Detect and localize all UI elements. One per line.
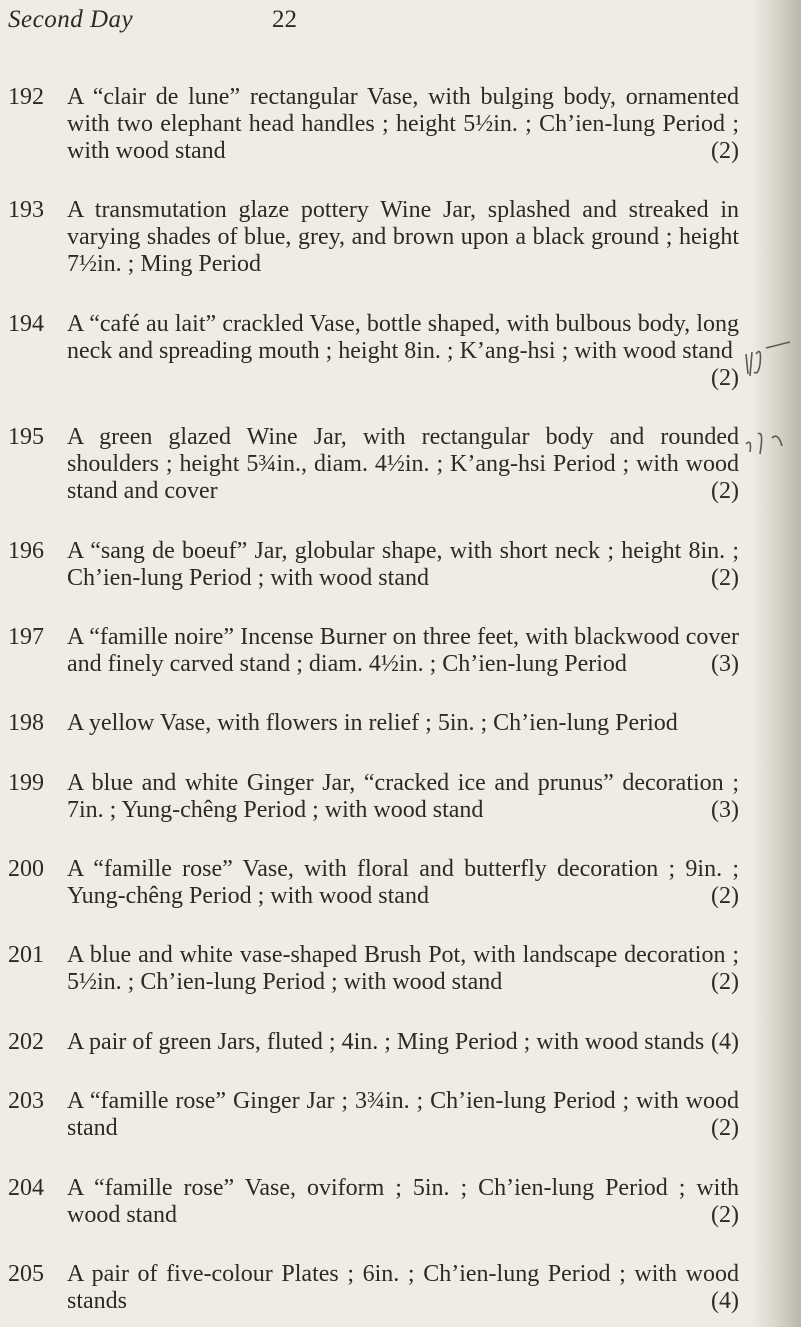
lot-quantity: (2) xyxy=(711,138,739,164)
lot-text: A transmutation glaze pottery Wine Jar, splashed and streaked in varying shades of blue, grey, and brown upon a black ground ; height 7½in. ; Ming Period xyxy=(67,197,739,277)
lot-description xyxy=(67,1088,739,1142)
page-edge-shadow xyxy=(751,0,801,1327)
lot-quantity: (2) xyxy=(711,478,739,504)
page-title: Second Day xyxy=(8,6,134,33)
lot-number: 197 xyxy=(8,624,44,650)
lot-description xyxy=(67,710,739,737)
lot-description xyxy=(67,1029,739,1056)
lot-number: 195 xyxy=(8,424,44,450)
lot-text: A “famille noire” Incense Burner on three feet, with blackwood cover and finely carved stand ; diam. 4½in. ; Ch’ien-lung Period xyxy=(67,624,739,677)
lot-description xyxy=(67,856,739,910)
lot-description xyxy=(67,84,739,165)
lot-text: A pair of five-colour Plates ; 6in. ; Ch’ien-lung Period ; with wood stands xyxy=(67,1261,739,1314)
handwritten-annotation-mark xyxy=(738,334,793,464)
lot-text: A “sang de boeuf” Jar, globular shape, with short neck ; height 8in. ; Ch’ien-lung Period ; with wood stand xyxy=(67,538,739,591)
lot-number: 200 xyxy=(8,856,44,882)
lot-text: A pair of green Jars, fluted ; 4in. ; Ming Period ; with wood stands xyxy=(67,1029,705,1055)
page-number: 22 xyxy=(272,6,297,33)
lot-number: 202 xyxy=(8,1029,44,1055)
lot-text: A “famille rose” Ginger Jar ; 3¾in. ; Ch’ien-lung Period ; with wood stand xyxy=(67,1088,739,1141)
lot-text: A blue and white Ginger Jar, “cracked ice and prunus” decoration ; 7in. ; Yung-chêng Period ; with wood stand xyxy=(67,770,739,823)
lot-number: 194 xyxy=(8,311,44,337)
lot-number: 205 xyxy=(8,1261,44,1287)
lot-number: 196 xyxy=(8,538,44,564)
lot-number: 201 xyxy=(8,942,44,968)
lot-text: A “café au lait” crackled Vase, bottle shaped, with bulbous body, long neck and spreading mouth ; height 8in. ; K’ang-hsi ; with wood stand xyxy=(67,311,739,364)
lot-quantity: (2) xyxy=(711,1202,739,1228)
lot-description xyxy=(67,624,739,678)
lot-number: 193 xyxy=(8,197,44,223)
lot-quantity: (2) xyxy=(711,883,739,909)
lot-text: A “famille rose” Vase, with floral and butterfly decoration ; 9in. ; Yung-chêng Period ; with wood stand xyxy=(67,856,739,909)
lot-quantity: (2) xyxy=(711,969,739,995)
lot-number: 199 xyxy=(8,770,44,796)
lot-quantity: (3) xyxy=(711,797,739,823)
lot-description xyxy=(67,942,739,996)
lot-number: 204 xyxy=(8,1175,44,1201)
lot-description xyxy=(67,1175,739,1229)
lot-quantity: (2) xyxy=(711,1115,739,1141)
lot-text: A “clair de lune” rectangular Vase, with bulging body, ornamented with two elephant head handles ; height 5½in. ; Ch’ien-lung Period ; with wood stand xyxy=(67,84,739,164)
lot-quantity: (4) xyxy=(711,1288,739,1314)
page-header xyxy=(0,6,801,36)
lot-quantity: (2) xyxy=(711,365,739,391)
lot-text: A green glazed Wine Jar, with rectangular body and rounded shoulders ; height 5¾in., diam. 4½in. ; K’ang-hsi Period ; with wood stand and cover xyxy=(67,424,739,504)
lot-description xyxy=(67,770,739,824)
lot-number: 192 xyxy=(8,84,44,110)
lot-description xyxy=(67,424,739,505)
lot-description xyxy=(67,197,739,278)
lot-number: 203 xyxy=(8,1088,44,1114)
lot-quantity: (3) xyxy=(711,651,739,677)
lot-text: A blue and white vase-shaped Brush Pot, with landscape decoration ; 5½in. ; Ch’ien-lung Period ; with wood stand xyxy=(67,942,739,995)
lot-description xyxy=(67,538,739,592)
lot-text: A yellow Vase, with flowers in relief ; 5in. ; Ch’ien-lung Period xyxy=(67,710,678,736)
lot-description xyxy=(67,311,739,392)
lot-quantity: (4) xyxy=(711,1029,739,1055)
lot-number: 198 xyxy=(8,710,44,736)
lot-quantity: (2) xyxy=(711,565,739,591)
lot-description xyxy=(67,1261,739,1315)
lot-text: A “famille rose” Vase, oviform ; 5in. ; Ch’ien-lung Period ; with wood stand xyxy=(67,1175,739,1228)
